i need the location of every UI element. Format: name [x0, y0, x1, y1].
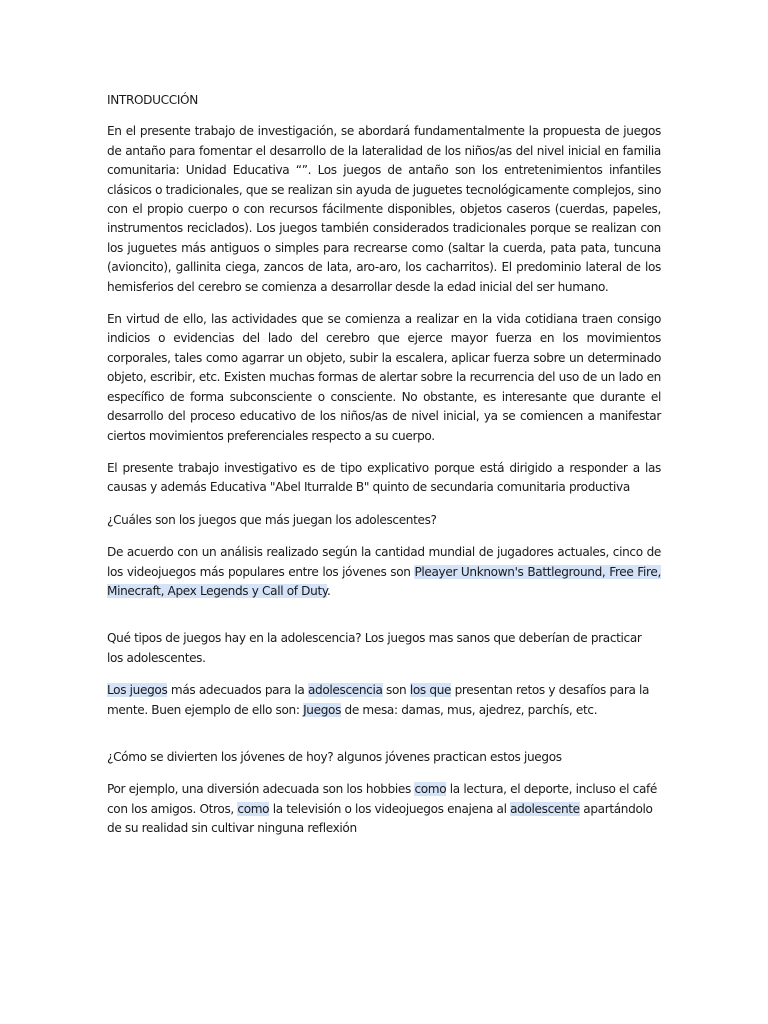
paragraph-text: De acuerdo con un análisis realizado según la cantidad mundial de jugadores actuales, cinco de los videojuegos más populares entre los jóvenes son — [107, 545, 661, 579]
paragraph-text: . — [326, 583, 331, 598]
paragraph-text: son — [382, 683, 410, 698]
paragraph-hobbies — [107, 780, 661, 838]
highlighted-text: Los juegos — [107, 683, 168, 698]
paragraph-text: la lectura, el deporte, incluso el café con los amigos. Otros, — [107, 782, 658, 816]
paragraph-lateralidad: En virtud de ello, las actividades que se comienza a realizar en la vida cotidiana traen consigo indicios o evidencias del lado del cerebro que ejerce mayor fuerza en los movimientos corporales, tales como agarrar un objeto, subir la escalera, aplicar fuerza sobre un determinado objeto, escribir, etc. Existen muchas formas de alertar sobre la recurrencia del uso de un lado en específico de forma subconsciente o consciente. No obstante, es interesante que durante el desarrollo del proceso educativo de los niños/as de nivel inicial, ya se comiencen a manifestar ciertos movimientos preferenciales respecto a su cuerpo. — [107, 312, 661, 443]
document-title: INTRODUCCIÓN — [107, 93, 198, 107]
document-body — [107, 91, 661, 852]
highlighted-text: adolescente — [510, 801, 580, 816]
paragraph-text: la televisión o los videojuegos enajena al — [269, 801, 511, 816]
highlighted-text: adolescencia — [307, 683, 383, 698]
highlighted-text: Pleayer Unknown's Battleground, Free Fire, Minecraft, Apex Legends y Call of Duty — [107, 564, 661, 598]
question-tipos-juegos: Qué tipos de juegos hay en la adolescencia? Los juegos mas sanos que deberían de practicar los adolescentes. — [107, 631, 642, 665]
paragraph-text: presentan retos y desafíos para la mente. Buen ejemplo de ello son: — [107, 683, 650, 717]
highlighted-text: como — [414, 782, 447, 797]
question-juegos-adolescentes: ¿Cuáles son los juegos que más juegan los adolescentes? — [107, 512, 437, 527]
paragraph-text: más adecuados para la — [167, 683, 308, 698]
paragraph-intro: En el presente trabajo de investigación, se abordará fundamentalmente la propuesta de juegos de antaño para fomentar el desarrollo de la lateralidad de los niños/as del nivel inicial en familia comunitaria: Unidad Educativa “”. Los juegos de antaño son los entretenimientos infantiles clásicos o tradicionales, que se realizan sin ayuda de juguetes tecnológicamente complejos, sino con el propio cuerpo o con recursos fácilmente disponibles, objetos caseros (cuerdas, papeles, instrumentos reciclados). Los juegos también considerados tradicionales porque se realizan con los juguetes más antiguos o simples para recrearse como (saltar la cuerda, pata pata, tuncuna (avioncito), gallinita ciega, zancos de lata, aro-aro, los cacharritos). El predominio lateral de los hemisferios del cerebro se comienza a desarrollar desde la edad inicial del ser humano. — [107, 124, 661, 294]
highlighted-text: como — [237, 801, 270, 816]
paragraph-videojuegos — [107, 543, 661, 601]
question-diversion-jovenes: ¿Cómo se divierten los jóvenes de hoy? algunos jóvenes practican estos juegos — [107, 749, 562, 764]
paragraph-text: apartándolo de su realidad sin cultivar ninguna reflexión — [107, 801, 653, 836]
paragraph-tipo-investigacion: El presente trabajo investigativo es de tipo explicativo porque está dirigido a responder a las causas y además Educativa "Abel Iturralde B" quinto de secundaria comunitaria productiva — [107, 460, 661, 495]
highlighted-text: Juegos — [303, 702, 342, 717]
paragraph-text: Por ejemplo, una diversión adecuada son los hobbies — [107, 782, 415, 797]
paragraph-juegos-mesa — [107, 681, 661, 720]
highlighted-text: los que — [409, 683, 452, 698]
paragraph-text: de mesa: damas, mus, ajedrez, parchís, etc. — [341, 702, 598, 717]
